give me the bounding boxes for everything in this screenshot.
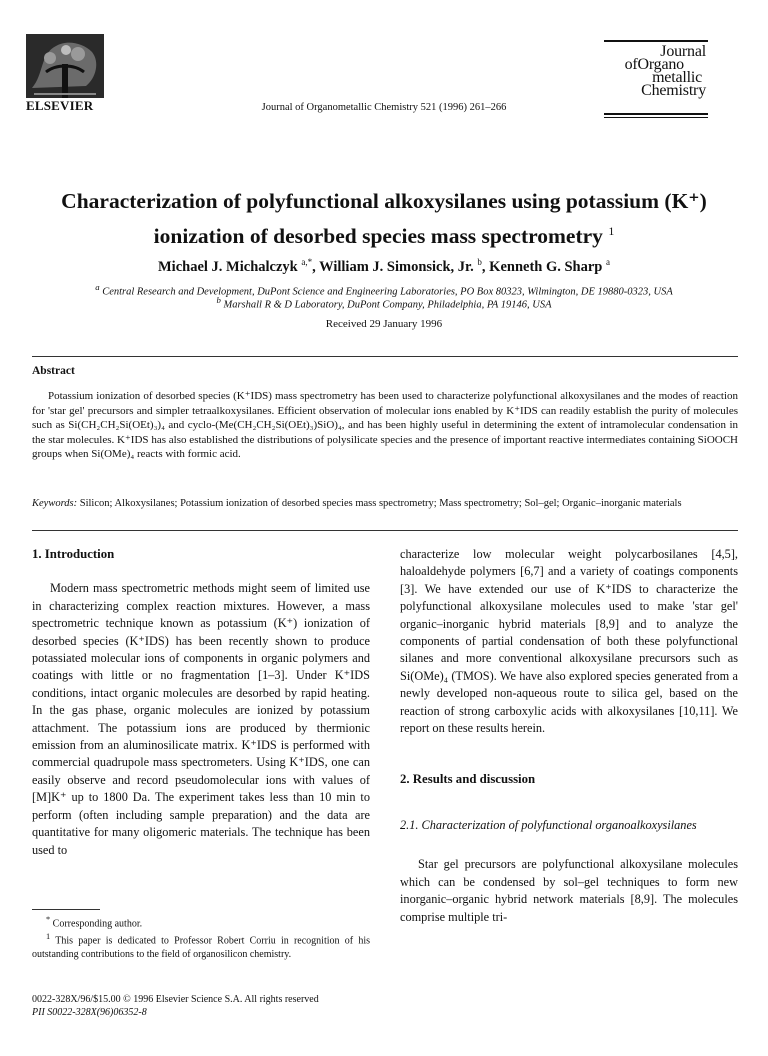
abstract-text: Potassium ionization of desorbed species (K⁺IDS) mass spectrometry has been used to characterize polyfunctional alkoxysilanes and the modes of reaction for 'star gel' precursors and simpler tetraalkoxysilanes. Efficient observation of molecular ions enabled by K⁺IDS can readily establish the purity of molecules such as Si(CH₂CH₂Si(OEt)₃)₄ and cyclo-(Me(CH₂CH₂Si(OEt)₃)SiO)₄, and has been highly useful in determining the extent of intramolecular condensation in the star molecules. K⁺IDS has also established the distributions of polysilicate species and the presence of important reactive intermediates containing SiOOCH groups when Si(OMe)₄ reacts with formic acid.: [32, 390, 738, 461]
affiliation-mark: b: [216, 295, 221, 305]
footnote-rule: [32, 909, 100, 910]
left-column: [32, 546, 370, 859]
footnotes: [32, 913, 370, 961]
article-title: [40, 186, 728, 251]
title-text: ionization of desorbed species mass spectrometry: [153, 224, 603, 249]
journal-logo-rule: [604, 40, 708, 42]
affiliation-text: Marshall R & D Laboratory, DuPont Company, Philadelphia, PA 19146, USA: [223, 299, 552, 311]
divider: [32, 356, 738, 357]
paragraph: characterize low molecular weight polycarbosilanes [4,5], haloaldehyde polymers [6,7] and a variety of coatings components [3]. We have extended our use of K⁺IDS to characterize the polyfunctional alkoxysilane molecules used to make 'star gel' organic–inorganic hybrid materials [8,9] and to analyze the components of partial condensation of both these polyfunctional silanes and more conventional alkoxysilane precursors such as Si(OMe)₄ (TMOS). We have also explored species generated from a newly developed non-aqueous route to silica gel, based on the reaction of strong carboxylic acids with alkoxysilanes [10,11]. We report on these results herein.: [400, 547, 738, 736]
paragraph: Modern mass spectrometric methods might seem of limited use in characterizing complex reaction mixtures. However, a mass spectrometric technique known as potassium (K⁺) ionization of desorbed species (K⁺IDS) has been recently shown to produce potassiated molecular ions of components in organic polymers and coatings with little or no fragmentation [1–3]. Under K⁺IDS conditions, intact organic molecules are desorbed by rapid heating. In the gas phase, organic molecules are ionized by potassium attachment. The potassium ions are produced by thermionic emission from an aluminosilicate matrix. K⁺IDS is performed with commercial quadrupole mass spectrometers. Using K⁺IDS, one can easily observe and record pseudomolecular ions with values of [M]K⁺ up to 1800 Da. The experiment takes less than 10 min to perform (often including sample preparation) and the data are quantitative for many oligomeric materials. The technique has been used to: [32, 581, 370, 857]
author-affiliation-mark: a,*: [301, 257, 313, 267]
title-line-1: Characterization of polyfunctional alkoxysilanes using potassium (K⁺): [61, 189, 707, 213]
right-column: [400, 546, 738, 926]
journal-logo-line: Journal: [660, 43, 706, 60]
footnote-text: Corresponding author.: [52, 918, 143, 930]
journal-logo-rule: [604, 113, 708, 115]
footnote-mark: 1: [46, 932, 51, 942]
journal-reference: Journal of Organometallic Chemistry 521 (1996) 261–266: [261, 102, 507, 113]
section-heading: 2. Results and discussion: [400, 772, 536, 787]
author-list: Michael J. Michalczyk $^{a,*}$, William J. Simonsick, Jr. $^b$, Kenneth G. Sharp $^a$: [157, 257, 611, 275]
abstract-heading: Abstract: [32, 365, 75, 377]
footnote: [32, 930, 370, 960]
publisher-name: ELSEVIER: [26, 98, 94, 113]
footnote-text: This paper is dedicated to Professor Robert Corriu in recognition of his outstanding contributions to the field of organosilicon chemistry.: [32, 935, 370, 960]
journal-logo-line: ofOrgano: [624, 56, 684, 73]
author-name: Michael J. Michalczyk: [157, 258, 298, 275]
section-heading: 1. Introduction: [32, 547, 115, 561]
journal-logo-line: metallic: [652, 69, 702, 86]
received-date: Received 29 January 1996: [325, 318, 443, 330]
affiliation-text: Central Research and Development, DuPont Science and Engineering Laboratories, PO Box 80323, Wilmington, DE 19880-0323, USA: [102, 286, 673, 298]
title-line-2: [40, 216, 728, 251]
keywords-label: Keywords:: [32, 498, 78, 509]
journal-logo-line: Chemistry: [641, 82, 706, 99]
divider: [32, 530, 738, 531]
journal-logo: [610, 45, 706, 97]
author-affiliation-mark: b: [477, 257, 482, 267]
journal-logo-rule: [604, 117, 708, 118]
affiliation-mark: a: [95, 282, 100, 292]
keywords-text: Silicon; Alkoxysilanes; Potassium ionization of desorbed species mass spectrometry; Mass spectrometry; Sol–gel; Organic–inorganic materials: [79, 498, 682, 509]
affiliation-b: [0, 295, 768, 311]
subsection-heading: 2.1. Characterization of polyfunctional organoalkoxysilanes: [400, 817, 697, 832]
keywords: [32, 497, 738, 511]
copyright-line: 0022-328X/96/$15.00 © 1996 Elsevier Science S.A. All rights reserved: [32, 994, 319, 1005]
author-name: William J. Simonsick, Jr.: [319, 258, 474, 275]
title-footnote-mark: 1: [608, 224, 615, 238]
elsevier-tree-logo: [26, 34, 104, 98]
pii-line: PII S0022-328X(96)06352-8: [32, 1007, 147, 1018]
paragraph: Star gel precursors are polyfunctional alkoxysilane molecules which can be condensed by sol–gel techniques to form new inorganic–organic hybrid network materials [8,9]. The molecules comprise multiple tri-: [400, 857, 738, 924]
footnote-mark: *: [46, 915, 51, 924]
author-name: Kenneth G. Sharp: [489, 258, 603, 275]
author-affiliation-mark: a: [606, 257, 611, 267]
footnote: [32, 913, 370, 930]
copyright: [32, 993, 319, 1019]
